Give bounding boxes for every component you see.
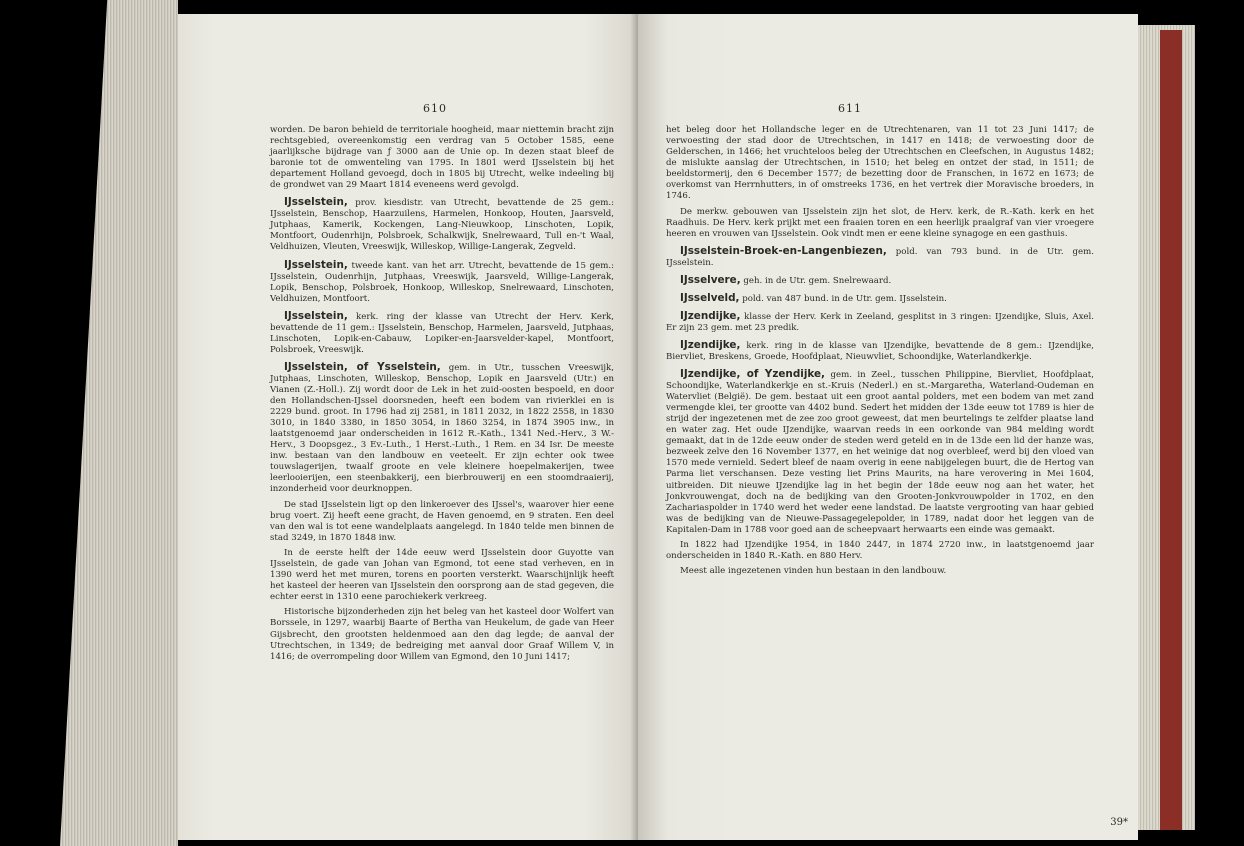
entry (666, 311, 1094, 334)
headword: IJsselstein, (284, 309, 348, 322)
entry (666, 293, 1094, 305)
entry (666, 275, 1094, 287)
paragraph (666, 124, 1094, 202)
headword: IJsselvere, (680, 273, 741, 286)
entry (666, 340, 1094, 363)
paragraph (666, 206, 1094, 240)
paragraph-body: In de eerste helft der 14de eeuw werd IJsselstein door Guyotte van IJsselstein, de gade van Johan van Egmond, tot eene stad verheven, en in 1390 werd het met muren, torens en poorten versterkt. Waarschijnlijk heeft het kasteel der heeren van IJsselstein den oorsprong aan de stad gegeven, die echter eerst in 1310 eene parochiekerk verkreeg. (270, 548, 614, 603)
paragraph-body: kerk. ring in de klasse van IJzendijke, bevattende de 8 gem.: IJzendijke, Biervliet, Breskens, Groede, Hoofdplaat, Nieuwvliet, Schoondijke, Waterlandkerkje. (666, 340, 1094, 362)
right-page (638, 14, 1138, 840)
paragraph-body: tweede kant. van het arr. Utrecht, bevattende de 15 gem.: IJsselstein, Oudenrhijn, Jutphaas, Vreeswijk, Jaarsveld, Willige-Langerak, Lopik, Benschop, Polsbroek, Honkoop, Willeskop, Snelrewaard, Linschoten, Veldhuizen, Montfoort. (270, 260, 614, 304)
paragraph-body: pold. van 487 bund. in de Utr. gem. IJsselstein. (742, 293, 947, 304)
paragraph-body: pold. van 793 bund. in de Utr. gem. IJsselstein. (666, 246, 1095, 268)
headword: IJzendijke, (680, 309, 741, 322)
signature-mark: 39* (1110, 817, 1128, 828)
paragraph (270, 124, 614, 191)
paragraph-body: gem. in Utr., tusschen Vreeswijk, Jutphaas, Linschoten, Willeskop, Benschop, Lopik en Jaarsveld (Utr.) en Vianen (Z.-Holl.). Zij wordt door de Lek in het zuid-oosten bespoeld, en door den Hollandschen-IJssel doorsneden, heeft een bodem van rivierklei en is 2229 bund. groot. In 1796 had zij 2581, in 1811 2032, in 1822 2558, in 1830 3010, in 1840 3380, in 1850 3054, in 1860 3254, in 1874 3905 inw., in laatstgenoemd jaar onderscheiden in 1612 R.-Kath., 1341 Ned.-Herv., 3 W.-Herv., 3 Doopsgez., 3 Ev.-Luth., 1 Herst.-Luth., 1 Rem. en 34 Isr. De meeste inw. bestaan van den landbouw en veeteelt. Er zijn echter ook twee touwslagerijen, twaalf groote en vele kleinere hoepelmakerijen, twee leerlooierijen, een steenbakkerij, een bierbrouwerij en een stoomdraaierij, inzonderheid voor deurknoppen. (270, 362, 614, 495)
entry (270, 260, 614, 305)
paragraph-body: het beleg door het Hollandsche leger en de Utrechtenaren, van 11 tot 23 Juni 1417; de verwoesting der stad door de Utrechtschen, in 1417 en 1418; de verwoesting door de Gelderschen, in 1466; het vruchteloos beleg der Utrechtschen en Cleefschen, in Augustus 1482; de mislukte aanslag der Utrechtschen, in 1510; het beleg en ontzet der stad, in 1511; de beeldstormerij, den 6 December 1577; de bezetting door de Franschen, in 1672 en 1673; de overkomst van Herrnhutters, in of omstreeks 1736, en het vertrek dier Moravische broeders, in 1746. (666, 125, 1094, 202)
headword: IJsselstein, (284, 258, 348, 271)
headword: IJsselstein, (284, 196, 348, 209)
book-edge-left (60, 0, 178, 846)
paragraph-body: Historische bijzonderheden zijn het beleg van het kasteel door Wolfert van Borssele, in 1297, waarbij Baarte of Bertha van Heukelum, de gade van Heer Gijsbrecht, den grootsten heldenmoed aan den dag legde; de aanval der Utrechtschen, in 1349; de bedreiging met aanval door Graaf Willem V, in 1416; de overrompeling door Willem van Egmond, den 10 Juni 1417; (270, 607, 614, 662)
paragraph (270, 606, 614, 662)
paragraph-body: In 1822 had IJzendijke 1954, in 1840 2447, in 1874 2720 inw., in laatstgenoemd jaar onderscheiden in 1840 R.-Kath. en 880 Herv. (666, 539, 1094, 561)
paragraph (666, 539, 1094, 562)
entry (270, 197, 614, 253)
paragraph-body: prov. kiesdistr. van Utrecht, bevattende de 25 gem.: IJsselstein, Benschop, Haarzuilens, Harmelen, Honkoop, Houten, Jaarsveld, Jutphaas, Kamerik, Kockengen, Lang-Nieuwkoop, Linschoten, Lopik, Montfoort, Oudenrhijn, Polsbroek, Schalkwijk, Snelrewaard, Tull en-'t Waal, Veldhuizen, Vleuten, Vreeswijk, Willeskop, Willige-Langerak, Zegveld. (270, 198, 614, 253)
headword: IJzendijke, of Yzendijke, (680, 368, 825, 381)
paragraph-body: Meest alle ingezetenen vinden hun bestaan in den landbouw. (680, 566, 947, 577)
page-text (270, 124, 614, 666)
paragraph (270, 499, 614, 544)
paragraph (270, 547, 614, 603)
paragraph-body: worden. De baron behield de territoriale hoogheid, maar niettemin bracht zijn rechtsgebied, overeenkomstig een verdrag van 5 October 1585, eene jaarlijksche bijdrage van ƒ 3000 aan de Unie op. In dezen staat bleef de baronie tot de omwenteling van 1795. In 1801 werd IJsselstein bij het departement Holland gevoegd, doch in 1805 bij Utrecht, welke indeeling bij de grondwet van 29 Maart 1814 eveneens werd gevolgd. (270, 125, 614, 191)
entry (270, 362, 614, 496)
entry (666, 246, 1094, 269)
paragraph-body: gem. in Zeel., tusschen Philippine, Biervliet, Hoofdplaat, Schoondijke, Waterlandkerkje en st.-Kruis (Nederl.) en st.-Margaretha, Waterland-Oudeman en Watervliet (België). De gem. bestaat uit een groot aantal polders, met een bodem van met zand vermengde klei, ter grootte van 4402 bund. Sedert het midden der 13de eeuw tot 1789 is hier de strijd der ingezetenen met de zee zoo groot geweest, dat men beurtelings te zelfder plaatse land en water zag. Het oude IJzendijke, waarvan reeds in een oorkonde van 984 melding wordt gemaakt, dat in de 12de eeuw onder de steden werd geteld en in de 13de een lid der hanze was, bezweek zelve den 16 November 1377, en het weinige dat nog overbleef, werd bij den vloed van 1570 mede vernield. Sedert bleef de naam overig in eene nabijgelegen buurt, die de Hertog van Parma liet verschansen. Deze vesting liet Prins Maurits, na hare verovering in Mei 1604, uitbreiden. Dit nieuwe IJzendijke lag in het begin der 18de eeuw nog aan het water, het Jonkvrouwengat, doch na de bedijking van den Grooten-Jonkvrouwpolder in 1702, en den Zachariaspolder in 1740 werd het weder eene landstad. De laatste vergrooting van haar gebied was de bedijking van de Nieuwe-Passagegelepolder, in 1789, nadat door het leggen van de Kapitalen-Dam in 1788 voor goed aan de scheepvaart herwaarts een einde was gemaakt. (666, 370, 1094, 535)
headword: IJsselstein, of Ysselstein, (284, 360, 441, 373)
paragraph-body: kerk. ring der klasse van Utrecht der Herv. Kerk, bevattende de 11 gem.: IJsselstein, Benschop, Harmelen, Jaarsveld, Jutphaas, Linschoten, Lopik-en-Cabauw, Lopiker-en-Jaarsvelder-kapel, Montfoort, Polsbroek, Vreeswijk. (270, 311, 614, 355)
entry (666, 369, 1094, 536)
paragraph-body: klasse der Herv. Kerk in Zeeland, gesplitst in 3 ringen: IJzendijke, Sluis, Axel. Er zijn 23 gem. met 23 predik. (666, 311, 1094, 333)
page-number: 610 (423, 102, 447, 115)
paragraph-body: geh. in de Utr. gem. Snelrewaard. (743, 275, 892, 286)
paragraph-body: De merkw. gebouwen van IJsselstein zijn het slot, de Herv. kerk, de R.-Kath. kerk en het Raadhuis. De Herv. kerk prijkt met een fraaien toren en een heerlijk praalgraf van vier vroegere heeren en vrouwen van IJsselstein. Ook vindt men er eene kleine synagoge en een gasthuis. (666, 206, 1094, 239)
paragraph-body: De stad IJsselstein ligt op den linkeroever des IJssel's, waarover hier eene brug voert. Zij heeft eene gracht, de Haven genoemd, en 9 straten. Een deel van den wal is tot eene wandelplaats aangelegd. In 1840 telde men binnen de stad 3249, in 1870 1848 inw. (270, 499, 614, 543)
page-number: 611 (838, 102, 862, 115)
page-text (666, 124, 1094, 580)
left-page (178, 14, 638, 840)
book-spine-red (1160, 30, 1182, 830)
headword: IJzendijke, (680, 338, 741, 351)
entry (270, 311, 614, 356)
paragraph (666, 565, 1094, 577)
headword: IJsselveld, (680, 291, 740, 304)
headword: IJsselstein-Broek-en-Langenbiezen, (680, 244, 887, 257)
